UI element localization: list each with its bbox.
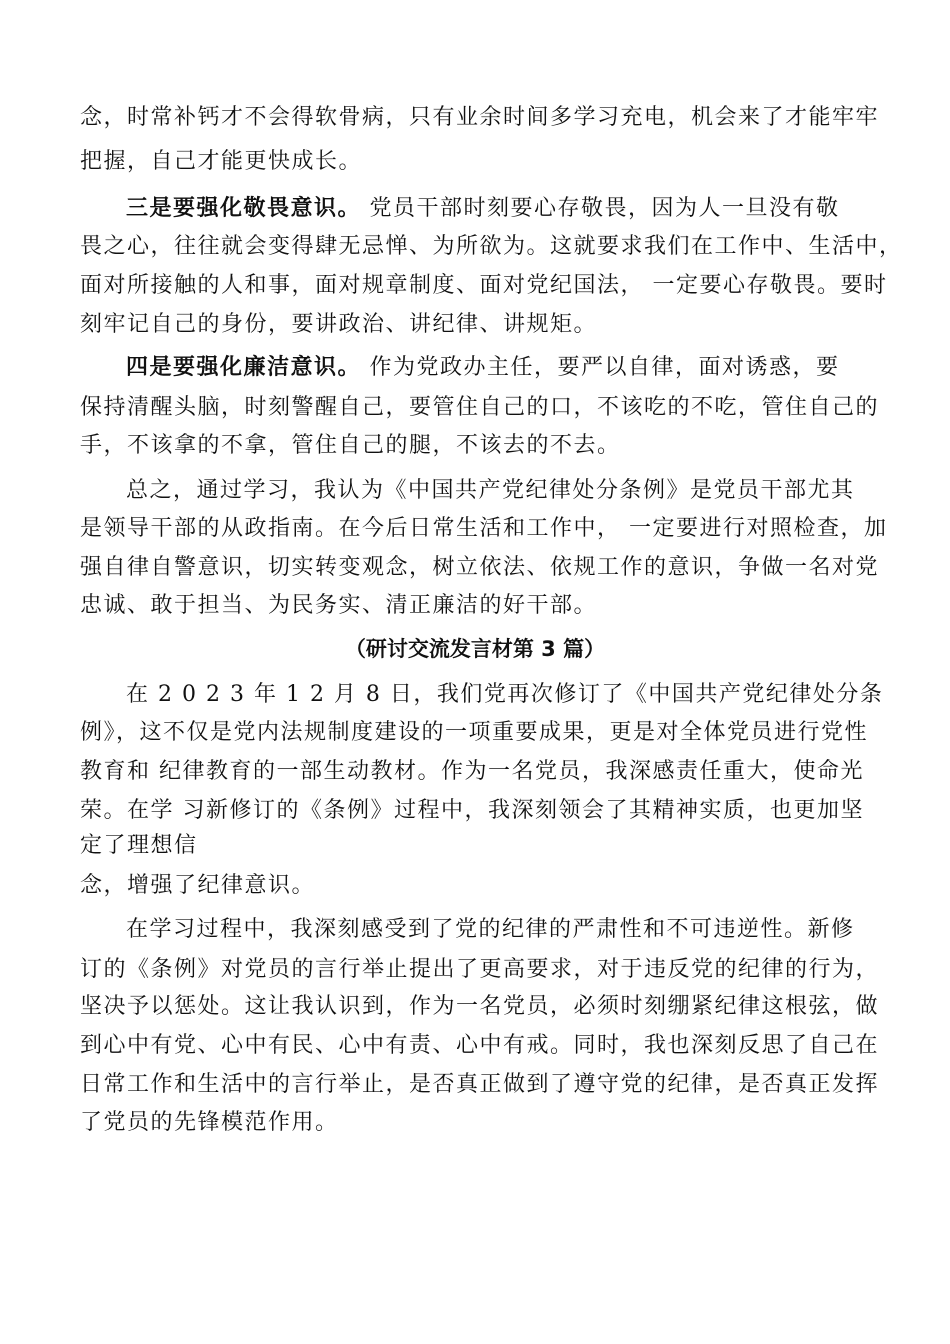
text-line: 党员干部时刻要心存敬畏，因为人一旦没有敬	[361, 196, 840, 221]
text-line: 荣。在学 习新修订的《条例》过程中，我深刻领会了其精神实质，也更加坚	[80, 798, 864, 823]
text-line: 教育和 纪律教育的一部生动教材。作为一名党员，我深感责任重大，使命光	[80, 759, 864, 784]
text-line: 保持清醒头脑，时刻警醒自己，要管住自己的口，不该吃的不吃，管住自己的	[80, 395, 880, 420]
text-line: 念，时常补钙才不会得软骨病，只有业余时间多学习充电，机会来了才能牢牢	[80, 105, 880, 130]
paragraph-point-four	[126, 353, 840, 383]
text-line: 例》，这不仅是党内法规制度建设的一项重要成果，更是对全体党员进行党性	[80, 720, 869, 745]
text-line: 在学习过程中，我深刻感受到了党的纪律的严肃性和不可违逆性。新修	[126, 917, 855, 942]
section-heading: （研讨交流发言材第 3 篇）	[344, 637, 606, 661]
text-line: 作为党政办主任，要严以自律，面对诱惑，要	[361, 355, 840, 380]
text-line: 日常工作和生活中的言行举止，是否真正做到了遵守党的纪律，是否真正发挥	[80, 1072, 880, 1097]
text-line: 强自律自警意识，切实转变观念，树立依法、依规工作的意识，争做一名对党	[80, 555, 880, 580]
text-line: 坚决予以惩处。这让我认识到，作为一名党员，必须时刻绷紧纪律这根弦，做	[80, 994, 880, 1019]
text-line: 畏之心，往往就会变得肆无忌惮、为所欲为。这就要求我们在工作中、生活中，	[80, 234, 903, 259]
text-line: 定了理想信	[80, 833, 198, 858]
text-line: 手，不该拿的不拿，管住自己的腿，不该去的不去。	[80, 433, 621, 458]
text-line: 订的《条例》对党员的言行举止提出了更高要求，对于违反党的纪律的行为，	[80, 957, 880, 982]
text-line: 念，增强了纪律意识。	[80, 873, 316, 898]
paragraph-point-three	[126, 194, 840, 224]
text-line: 是领导干部的从政指南。在今后日常生活和工作中， 一定要进行对照检查，加	[80, 516, 888, 541]
text-line: 到心中有党、心中有民、心中有责、心中有戒。同时，我也深刻反思了自己在	[80, 1033, 880, 1058]
text-line: 忠诚、敢于担当、为民务实、清正廉洁的好干部。	[80, 593, 598, 618]
text-line: 刻牢记自己的身份，要讲政治、讲纪律、讲规矩。	[80, 312, 598, 337]
text-line: 把握，自己才能更快成长。	[80, 149, 363, 174]
text-line: 了党员的先锋模范作用。	[80, 1110, 339, 1135]
text-line: 在 2 0 2 3 年 1 2 月 8 日，我们党再次修订了《中国共产党纪律处分条	[126, 682, 884, 707]
text-line: 总之，通过学习，我认为《中国共产党纪律处分条例》是党员干部尤其	[126, 478, 855, 503]
point-three-heading: 三是要强化敬畏意识。	[126, 196, 362, 221]
text-line: 面对所接触的人和事，面对规章制度、面对党纪国法， 一定要心存敬畏。要时	[80, 273, 888, 298]
point-four-heading: 四是要强化廉洁意识。	[126, 355, 362, 380]
